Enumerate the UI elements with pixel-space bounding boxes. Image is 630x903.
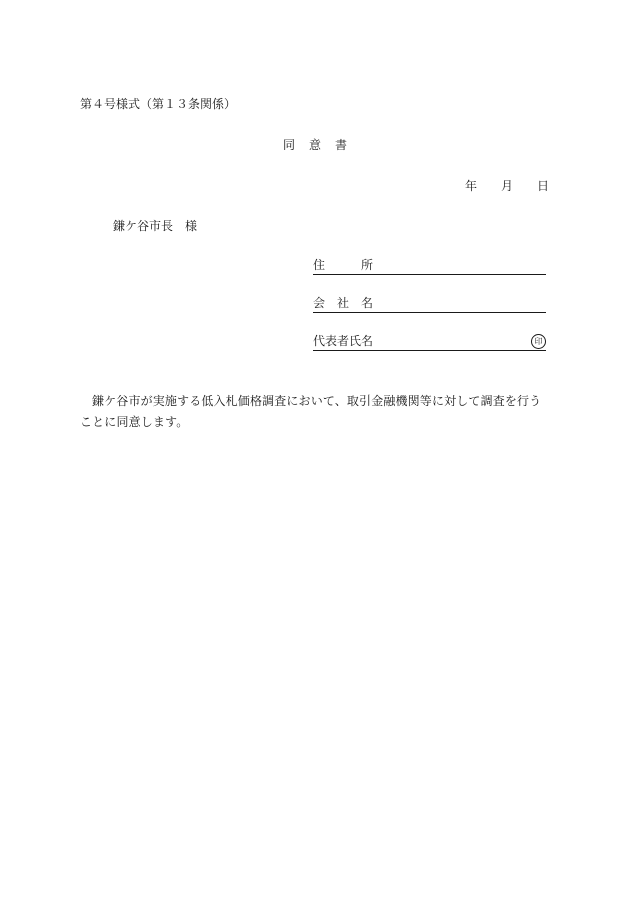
company-label-char-3: 名 [361,296,374,310]
title-char-2: 意 [308,138,321,152]
address-label [313,258,373,272]
document-title [0,138,630,152]
addressee-name: 鎌ケ谷市長 [113,219,174,233]
date-day: 日 [537,179,550,193]
address-label-char-2: 所 [361,258,374,272]
title-char-1: 同 [282,138,295,152]
company-field[interactable] [313,296,546,313]
date-month: 月 [501,179,514,193]
company-label [313,296,373,310]
date-line [465,179,549,193]
date-year: 年 [465,179,478,193]
representative-label: 代表者氏名 [313,334,374,348]
representative-field[interactable] [313,334,546,351]
company-label-char-1: 会 [313,296,326,310]
form-number: 第４号様式（第１３条関係） [80,97,237,111]
title-char-3: 書 [335,138,348,152]
addressee-honorific: 様 [185,219,198,233]
consent-statement: 鎌ケ谷市が実施する低入札価格調査において、取引金融機関等に対して調査を行うことに同意します。 [80,394,542,429]
company-label-char-2: 社 [337,296,350,310]
seal-mark: 印 [531,334,546,349]
addressee [113,219,197,233]
address-field[interactable] [313,258,546,275]
address-label-char-1: 住 [313,258,326,272]
